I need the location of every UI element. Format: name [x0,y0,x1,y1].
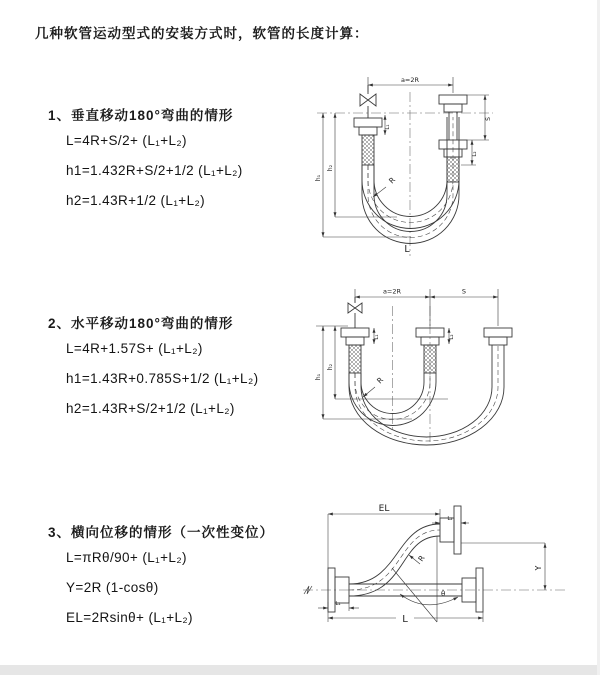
dim-label-l: L [402,614,408,625]
dim-label-l1: L₁ [335,601,341,607]
section-1-heading: 1、垂直移动180°弯曲的情形 [48,108,234,123]
radius-label: R [387,175,398,186]
dim-label-a2r: a=2R [400,76,420,84]
formula-line: h1=1.43R+0.785S+1/2 (L₁+L₂) [66,371,259,386]
formula-line: L=4R+S/2+ (L₁+L₂) [66,133,187,148]
radius-label: R [375,375,386,386]
dim-label-h1: h₁ [315,373,322,381]
formula-line: h2=1.43R+1/2 (L₁+L₂) [66,193,206,208]
formula-line: L=4R+1.57S+ (L₁+L₂) [66,341,203,356]
dim-label-y: Y [534,565,543,571]
formula-line: L=πRθ/90+ (L₁+L₂) [66,550,187,565]
formula-line: EL=2Rsinθ+ (L₁+L₂) [66,610,193,625]
dim-label-l2: L₂ [447,516,453,522]
dim-label-l2: L₂ [449,334,455,340]
theta-label: θ [441,590,446,598]
formula-line: h1=1.432R+S/2+1/2 (L₁+L₂) [66,163,243,178]
length-label: L [404,244,410,255]
section-3-heading: 3、横向位移的情形（一次性变位） [48,525,275,540]
diagram-lateral-displacement [300,498,595,648]
page-bottom-edge [0,665,600,675]
dim-label-a2r: a=2R [382,287,402,296]
dim-label-el: EL [378,504,390,514]
dim-label-l1: L₁ [385,124,391,130]
valve-icon [348,297,362,328]
dim-label-l2: L₂ [472,151,478,157]
dim-label-s: S [485,117,492,121]
dim-label-h1: h₁ [315,174,322,182]
dim-label-l1: L₁ [374,334,380,340]
diagram-vertical-180-bend [315,70,580,260]
section-2-heading: 2、水平移动180°弯曲的情形 [48,316,234,331]
formula-line: h2=1.43R+S/2+1/2 (L₁+L₂) [66,401,235,416]
formula-line: Y=2R (1-cosθ) [66,580,159,595]
dim-label-s: S [461,287,467,296]
dim-label-h2: h₂ [327,164,334,172]
diagram-horizontal-180-bend [308,282,593,457]
dim-label-h2: h₂ [327,363,334,371]
radius-label: R [416,553,427,564]
page-title: 几种软管运动型式的安装方式时，软管的长度计算： [35,26,369,41]
